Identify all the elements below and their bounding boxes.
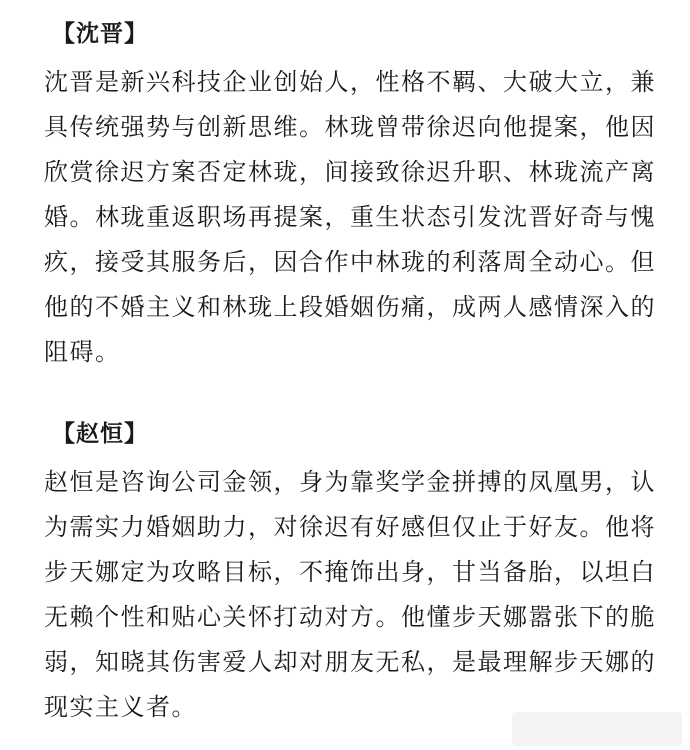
paragraph-line: 阻碍。 xyxy=(44,338,121,366)
paragraph-line: 为需实力婚姻助力，对徐迟有好感但仅止于好友。他将 xyxy=(44,513,656,541)
section-paragraph-shenjin xyxy=(44,60,656,375)
paragraph-line: 现实主义者。 xyxy=(44,693,197,721)
section-paragraph-zhaoheng xyxy=(44,460,656,730)
paragraph-line: 欣赏徐迟方案否定林珑，间接致徐迟升职、林珑流产离 xyxy=(44,158,656,186)
paragraph-line: 赵恒是咨询公司金领，身为靠奖学金拼搏的凤凰男，认 xyxy=(44,468,656,496)
section-heading-shenjin: 【沈晋】 xyxy=(52,21,148,47)
paragraph-line: 婚。林珑重返职场再提案，重生状态引发沈晋好奇与愧 xyxy=(44,203,656,231)
paragraph-line: 弱，知晓其伤害爱人却对朋友无私，是最理解步天娜的 xyxy=(44,648,656,676)
paragraph-line: 无赖个性和贴心关怀打动对方。他懂步天娜嚣张下的脆 xyxy=(44,603,656,631)
paragraph-line: 沈晋是新兴科技企业创始人，性格不羁、大破大立，兼 xyxy=(44,68,656,96)
paragraph-line: 步天娜定为攻略目标，不掩饰出身，甘当备胎，以坦白 xyxy=(44,558,656,586)
paragraph-line: 具传统强势与创新思维。林珑曾带徐迟向他提案，他因 xyxy=(44,113,656,141)
paragraph-line: 疚，接受其服务后，因合作中林珑的利落周全动心。但 xyxy=(44,248,656,276)
section-heading-zhaoheng: 【赵恒】 xyxy=(52,421,148,447)
paragraph-line: 他的不婚主义和林珑上段婚姻伤痛，成两人感情深入的 xyxy=(44,293,656,321)
watermark-overlay xyxy=(512,712,682,746)
